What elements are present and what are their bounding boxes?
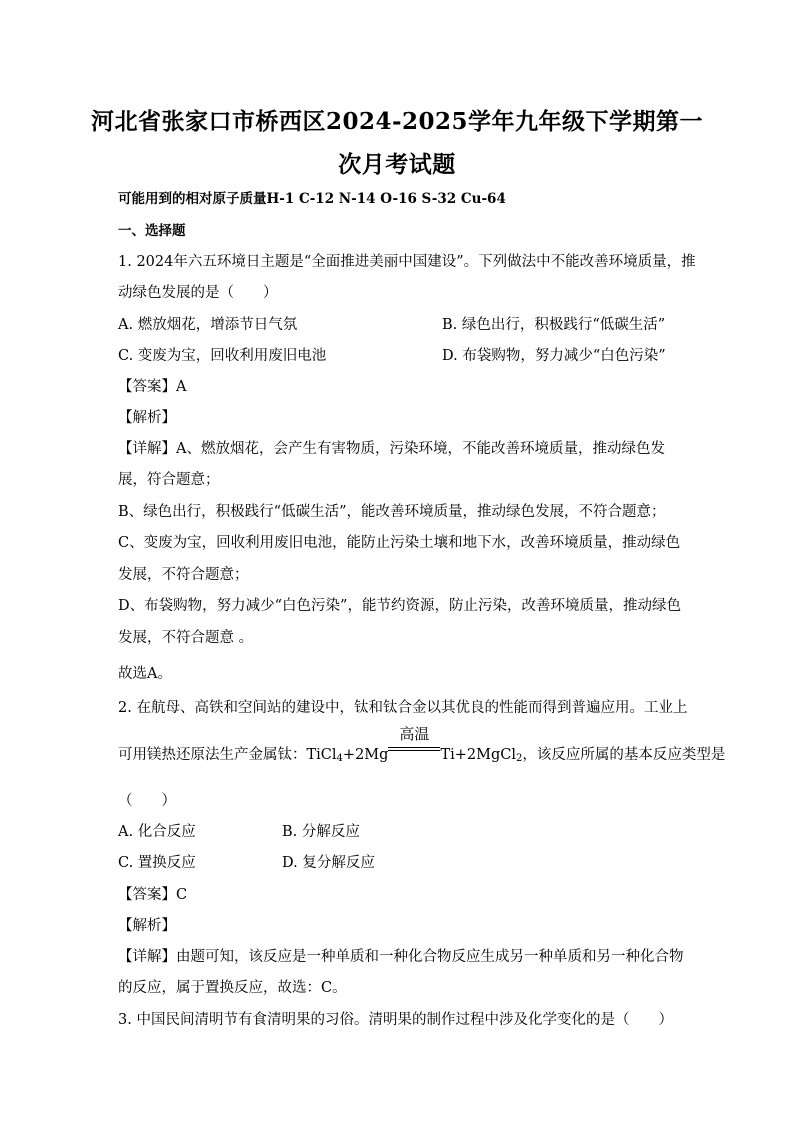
q1-answer: 【答案】A — [118, 379, 187, 395]
q1-detail-line-1: 【详解】A、燃放烟花，会产生有害物质，污染环境，不能改善环境质量，推动绿色发 — [118, 441, 665, 457]
reaction-equals-sign — [388, 725, 440, 759]
q2-stem-mg: +2Mg — [342, 747, 389, 763]
q1-detail-line-3: B、绿色出行，积极践行“低碳生活”，能改善环境质量，推动绿色发展，不符合题意； — [118, 504, 666, 520]
q1-option-d: D. 布袋购物，努力减少“白色污染” — [442, 348, 666, 364]
q1-option-a: A. 燃放烟花，增添节日气氛 — [118, 317, 298, 333]
q2-subscript-4: 4 — [336, 753, 343, 764]
q2-stem-suffix: ，该反应所属的基本反应类型是 — [522, 747, 726, 763]
q1-detail-line-4: C、变废为宝，回收利用废旧电池，能防止污染土壤和地下水，改善环境质量，推动绿色 — [118, 535, 681, 551]
q2-stem-after: Ti+2MgCl — [440, 747, 516, 763]
q2-option-a: A. 化合反应 — [118, 824, 196, 840]
q2-option-b: B. 分解反应 — [282, 824, 360, 840]
section-heading: 一、选择题 — [118, 223, 186, 239]
q2-subscript-2: 2 — [515, 753, 523, 764]
q1-detail-line-2: 展，符合题意； — [118, 472, 220, 488]
q1-detail-line-5: 发展，不符合题意； — [118, 567, 249, 583]
q2-stem-line-3: （ ） — [118, 793, 176, 809]
q2-detail-line-1: 【详解】由题可知，该反应是一种单质和一种化合物反应生成另一种单质和另一种化合物 — [118, 949, 684, 965]
q1-detail-line-7: 发展，不符合题意 。 — [118, 630, 254, 646]
document-title-line-1: 河北省张家口市桥西区2024-2025学年九年级下学期第一 — [90, 108, 704, 135]
q2-answer: 【答案】C — [118, 887, 188, 903]
q2-detail-line-2: 的反应，属于置换反应，故选：C。 — [118, 980, 347, 996]
document-title-line-2: 次月考试题 — [338, 151, 456, 178]
q2-stem-prefix: 可用镁热还原法生产金属钛：TiCl — [118, 747, 337, 763]
atomic-mass-note: 可能用到的相对原子质量H-1 C-12 N-14 O-16 S-32 Cu-64 — [118, 191, 506, 207]
q1-stem-line-1: 1. 2024年六五环境日主题是“全面推进美丽中国建设”。下列做法中不能改善环境质量，推 — [118, 254, 696, 270]
q1-option-b: B. 绿色出行，积极践行“低碳生活” — [442, 317, 666, 333]
q2-stem-line-2 — [118, 725, 726, 764]
q2-option-d: D. 复分解反应 — [282, 855, 375, 871]
q1-option-c: C. 变废为宝，回收利用废旧电池 — [118, 348, 327, 364]
q2-analysis-heading: 【解析】 — [118, 918, 176, 934]
q1-analysis-heading: 【解析】 — [118, 410, 176, 426]
q1-detail-line-6: D、布袋购物，努力减少“白色污染”，能节约资源，防止污染，改善环境质量，推动绿色 — [118, 598, 681, 614]
q1-conclusion: 故选A。 — [118, 666, 172, 682]
q3-stem-line-1: 3. 中国民间清明节有食清明果的习俗。清明果的制作过程中涉及化学变化的是（ ） — [118, 1012, 673, 1028]
q2-option-c: C. 置换反应 — [118, 855, 196, 871]
reaction-condition: 高温 — [399, 725, 430, 743]
q2-stem-line-1: 2. 在航母、高铁和空间站的建设中，钛和钛合金以其优良的性能而得到普遍应用。工业上 — [118, 700, 688, 716]
q1-stem-line-2: 动绿色发展的是（ ） — [118, 285, 278, 301]
